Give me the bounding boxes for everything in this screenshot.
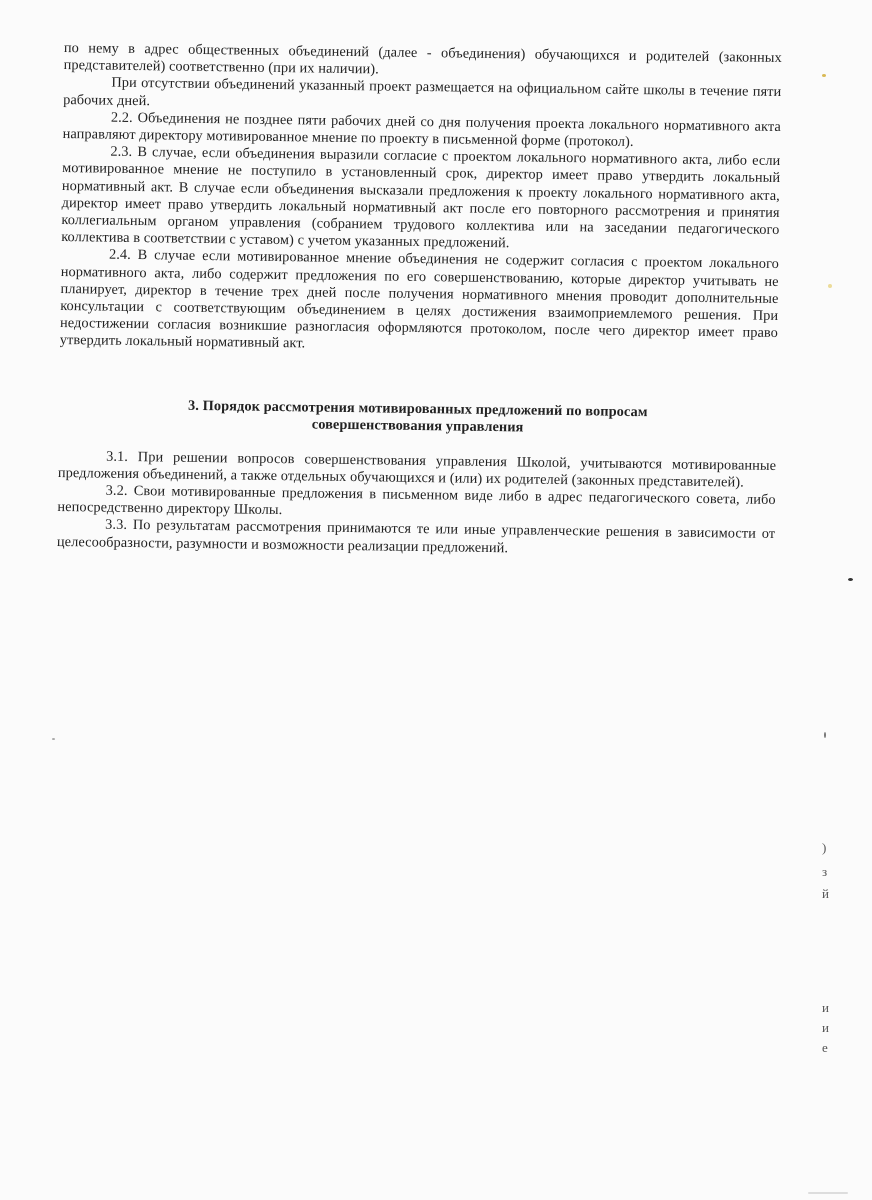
continuation-paragraph: по нему в адрес общественных объединений (далее - объединения) обучающихся и родителей (законных представителей) соответственно (при их наличии).: [63, 40, 782, 78]
paragraph-2-3: 2.3. В случае, если объединения выразили согласие с проектом локального нормативного акта, либо если мотивированное мнение не поступило в установленный срок, директор имеет право утвердить локальный нормативный акт. В случае если объединения высказали предложения к проекту локального нормативного акта, директор имеет право утвердить локальный нормативный акт после его повторного рассмотрения и принятия коллегиальным органом управления (собранием трудового коллектива или на заседании педагогического коллектива в соответствии с уставом) с учетом указанных предложений.: [61, 143, 781, 252]
section-3-heading-line-2: совершенствования управления: [311, 416, 524, 436]
paragraph-2-2: 2.2. Объединения не позднее пяти рабочих дней со дня получения проекта локального нормативного акта направляют директору мотивированное мнение по проекту в письменной форме (протокол).: [62, 109, 781, 150]
document-body: [57, 40, 782, 561]
scan-speck: [824, 732, 826, 738]
scan-speck: [828, 284, 832, 288]
margin-mark-z: з: [822, 864, 828, 879]
paragraph-no-associations: При отсутствии объединений указанный проект размещается на официальном сайте школы в течение пяти рабочих дней.: [63, 75, 782, 109]
paragraph-3-3: 3.3. По результатам рассмотрения принимаются те или иные управленческие решения в зависимости от целесообразности, разумности и возможности реализации предложений.: [56, 517, 776, 556]
section-3-heading: [59, 396, 777, 440]
scan-speck: [822, 74, 826, 77]
margin-mark-i-2: и: [822, 1020, 829, 1035]
section-3-heading-line-1: 3. Порядок рассмотрения мотивированных предложений по вопросам: [187, 397, 648, 420]
scan-speck: [848, 578, 853, 581]
paragraph-3-2: 3.2. Свои мотивированные предложения в письменном виде либо в адрес педагогического совета, либо непосредственно директору Школы.: [57, 482, 776, 519]
margin-mark-short-i: й: [822, 886, 829, 901]
margin-mark-e: е: [822, 1040, 828, 1055]
scan-speck: [52, 738, 55, 740]
margin-mark-paren: ): [822, 840, 827, 855]
scan-edge-line: [808, 1192, 848, 1194]
margin-mark-i-1: и: [822, 1000, 829, 1015]
paragraph-3-1: 3.1. При решении вопросов совершенствования управления Школой, учитываются мотивированные предложения объединений, а также отдельных обучающихся и (или) их родителей (законных представителей).: [57, 448, 777, 491]
paragraph-2-4: 2.4. В случае если мотивированное мнение объединения не содержит согласия с проектом локального нормативного акта, либо содержит предложения по его совершенствованию, которые директор учитывать не планирует, директор в течение трех дней после получения нормативного мнения проводит дополнительные консультации с соответствующим объединением в целях достижения взаимоприемлемого решения. При недостижении согласия возникшие разногласия оформляются протоколом, после чего директор имеет право утвердить локальный нормативный акт.: [59, 247, 780, 352]
